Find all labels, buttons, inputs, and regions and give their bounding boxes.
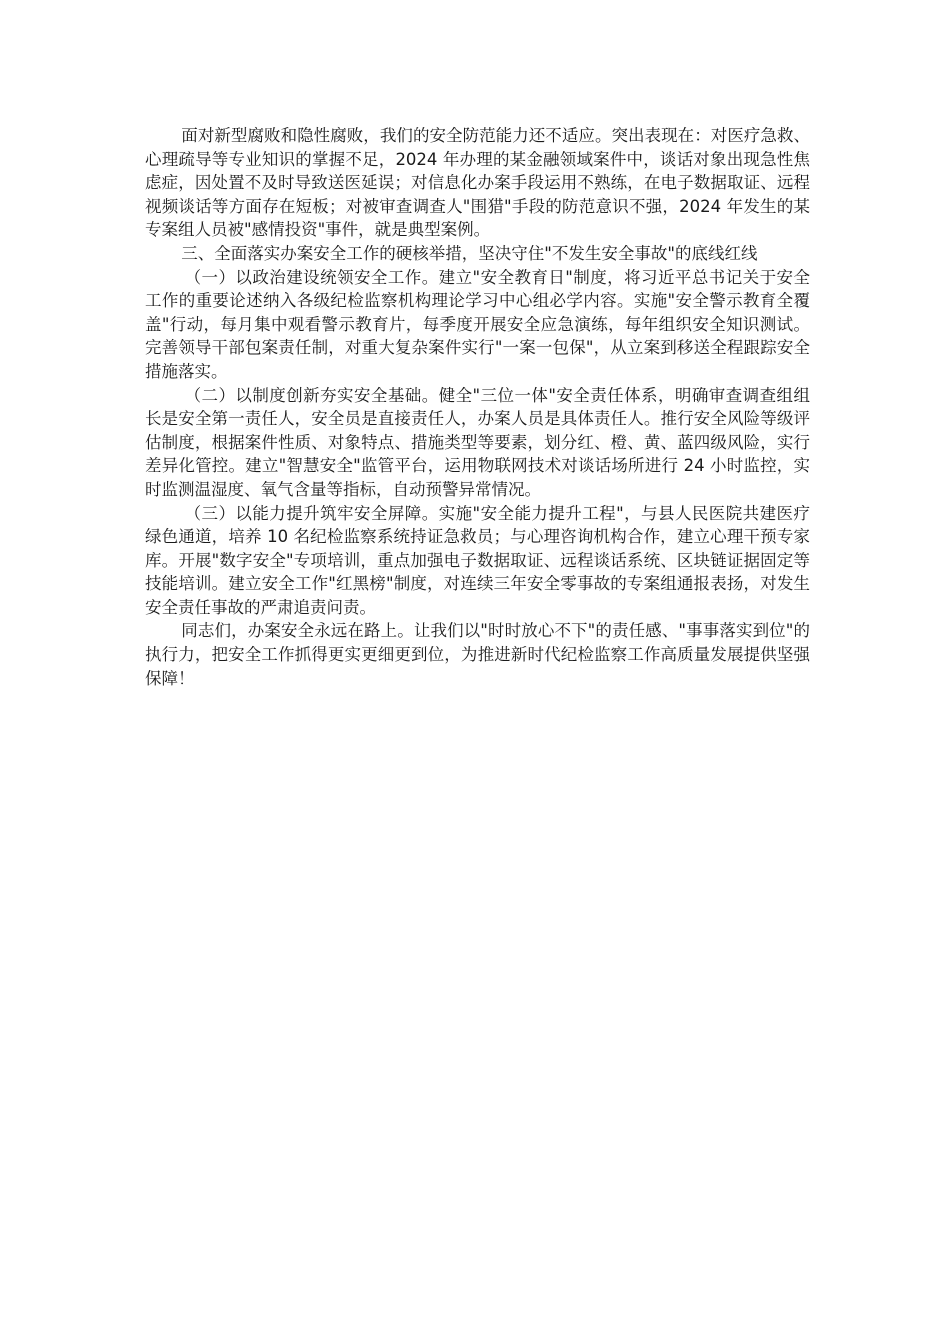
section-heading-three: 三、全面落实办案安全工作的硬核举措，坚决守住"不发生安全事故"的底线红线 xyxy=(181,243,758,263)
document-body xyxy=(145,124,810,690)
paragraph-security-gaps: 面对新型腐败和隐性腐败，我们的安全防范能力还不适应。突出表现在：对医疗急救、心理疏导等专业知识的掌握不足，2024 年办理的某金融领域案件中，谈话对象出现急性焦虑症，因处置不及时导致送医延误；对信息化办案手段运用不熟练，在电子数据取证、远程视频谈话等方面存在短板；对被审查调查人"围猎"手段的防范意识不强，2024 年发生的某专案组人员被"感情投资"事件，就是典型案例。 xyxy=(145,126,810,240)
paragraph-measure-three: （三）以能力提升筑牢安全屏障。实施"安全能力提升工程"，与县人民医院共建医疗绿色通道，培养 10 名纪检监察系统持证急救员；与心理咨询机构合作，建立心理干预专家库。开展"数字安全"专项培训，重点加强电子数据取证、远程谈话系统、区块链证据固定等技能培训。建立安全工作"红黑榜"制度，对连续三年安全零事故的专案组通报表扬，对发生安全责任事故的严肃追责问责。 xyxy=(145,503,810,617)
paragraph-measure-one: （一）以政治建设统领安全工作。建立"安全教育日"制度，将习近平总书记关于安全工作的重要论述纳入各级纪检监察机构理论学习中心组必学内容。实施"安全警示教育全覆盖"行动，每月集中观看警示教育片，每季度开展安全应急演练，每年组织安全知识测试。完善领导干部包案责任制，对重大复杂案件实行"一案一包保"，从立案到移送全程跟踪安全措施落实。 xyxy=(145,267,810,381)
paragraph-closing: 同志们，办案安全永远在路上。让我们以"时时放心不下"的责任感、"事事落实到位"的执行力，把安全工作抓得更实更细更到位，为推进新时代纪检监察工作高质量发展提供坚强保障！ xyxy=(145,621,810,688)
paragraph-measure-two: （二）以制度创新夯实安全基础。健全"三位一体"安全责任体系，明确审查调查组组长是安全第一责任人，安全员是直接责任人，办案人员是具体责任人。推行安全风险等级评估制度，根据案件性质、对象特点、措施类型等要素，划分红、橙、黄、蓝四级风险，实行差异化管控。建立"智慧安全"监管平台，运用物联网技术对谈话场所进行 24 小时监控，实时监测温湿度、氧气含量等指标，自动预警异常情况。 xyxy=(145,385,810,499)
